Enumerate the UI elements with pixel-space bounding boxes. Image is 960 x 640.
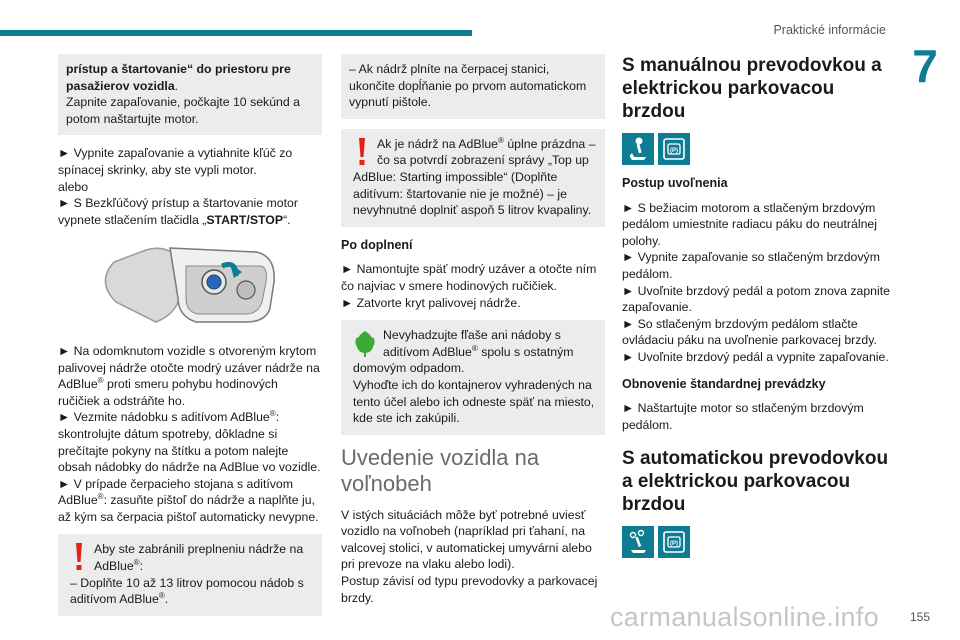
paragraph: ► Namontujte späť modrý uzáver a otočte ním čo najviac v smere hodinových ručičiek. [341, 262, 597, 293]
manual-gearbox-icon [622, 133, 654, 165]
warning-box-empty: Ak je nádrž na AdBlue® úplne prázdna – čo sa potvrdí zobrazení správy „Top up AdBlue: Starting impossible“ (Doplňte aditívum: štartovanie nie je možné) – je nevyhnutné doplniť aspoň 5 litrov kvapaliny. [341, 129, 605, 227]
info-box-text: Zapnite zapaľovanie, počkajte 10 sekúnd a potom naštartujte motor. [66, 95, 300, 126]
heading-release-procedure: Postup uvoľnenia [622, 176, 728, 190]
paragraph: ► Vypnite zapaľovanie a vytiahnite kľúč zo spínacej skrinky, aby ste vypli motor. [58, 146, 293, 177]
warning-box-overfill: Aby ste zabránili preplneniu nádrže na AdBlue®: – Doplňte 10 až 13 litrov pomocou nádob s aditívom AdBlue®. [58, 534, 322, 615]
heading-after-refill: Po doplnení [341, 237, 413, 252]
leaf-icon [353, 329, 377, 359]
paragraph: ► Vezmite nádobku s aditívom AdBlue®: skontrolujte dátum spotreby, dôkladne si prečítajte pokyny na štítku a potom nalejte obsah nádobky do nádrže na AdBlue vo vozidle. [58, 409, 321, 475]
heading-restore-normal: Obnovenie štandardnej prevádzky [622, 376, 826, 391]
heading-manual-gearbox: S manuálnou prevodovkou a elektrickou parkovacou brzdou [622, 55, 882, 122]
paragraph: ► So stlačeným brzdovým pedálom stlačte ovládaciu páku na uvoľnenie parkovacej brzdy. [622, 316, 877, 348]
svg-text:(P): (P) [670, 148, 678, 154]
heading-automatic-gearbox: S automatickou prevodovkou a elektrickou parkovacou brzdou [622, 448, 889, 516]
header-accent-bar [0, 30, 472, 36]
paragraph: ► Na odomknutom vozidle s otvoreným krytom palivovej nádrže otočte modrý uzáver nádrže na AdBlue® proti smeru pohybu hodinových ručičiek a odstráňte ho. [58, 343, 320, 408]
eco-box-disposal: Nevyhadzujte fľaše ani nádoby s aditívom AdBlue® spolu s ostatným domovým odpadom. Vyhoďte ich do kontajnerov vyhradených na tento účel alebo ich odneste späť na miesto, kde ste ich zakúpili. [341, 320, 605, 435]
info-box-bold: prístup a štartovanie“ do priestoru pre pasažierov vozidla [66, 62, 291, 93]
parking-brake-icon [658, 526, 690, 558]
column-1 [58, 54, 322, 626]
pictogram-row [622, 526, 892, 558]
page-number: 155 [910, 610, 931, 624]
heading-freewheel: Uvedenie vozidla na voľnobeh [341, 444, 540, 496]
paragraph: ► Uvoľnite brzdový pedál a potom znova zapnite zapaľovanie. [622, 283, 890, 315]
paragraph: ► Vypnite zapaľovanie so stlačeným brzdovým pedálom. [622, 250, 880, 281]
paragraph: ► S Bezkľúčový prístup a štartovanie motor vypnete stlačením tlačidla „START/STOP“. [58, 196, 298, 227]
exclamation-icon [70, 541, 88, 573]
chapter-number: 7 [912, 40, 938, 92]
svg-text:(P): (P) [670, 541, 678, 548]
paragraph: ► S bežiacim motorom a stlačeným brzdovým pedálom umiestnite radiacu páku do neutrálnej polohy. [622, 200, 877, 248]
paragraph: ► Zatvorte kryt palivovej nádrže. [341, 295, 521, 310]
paragraph: ► Uvoľnite brzdový pedál a vypnite zapaľovanie. [622, 349, 889, 364]
pictogram-row [622, 133, 892, 165]
column-3 [622, 54, 892, 568]
paragraph: ► V prípade čerpacieho stojana s aditívom AdBlue®: zasuňte pištoľ do nádrže a naplňte ju, až kým sa čerpacia pištoľ automaticky nevypne. [58, 476, 319, 524]
watermark: carmanualsonline.info [610, 602, 879, 632]
info-box-restart: prístup a štartovanie“ do priestoru pre pasažierov vozidla. Zapnite zapaľovanie, počkajte 10 sekúnd a potom naštartujte motor. [58, 54, 322, 135]
adblue-filler-illustration [86, 242, 286, 326]
paragraph: ► Naštartujte motor so stlačeným brzdovým pedálom. [622, 401, 864, 432]
paragraph: alebo [58, 179, 89, 194]
info-box-station: – Ak nádrž plníte na čerpacej stanici, ukončite dopĺňanie po prvom automatickom vypnutí pištole. [341, 54, 605, 119]
section-title: Praktické informácie [773, 23, 886, 37]
automatic-gearbox-icon [622, 526, 654, 558]
parking-brake-icon [658, 133, 690, 165]
paragraph: V istých situáciách môže byť potrebné uviesť vozidlo na voľnobeh (napríklad pri ťahaní, na valcovej stolici, v automatickej umyvárni alebo pri prevoze na vlaku alebo lodi). [341, 507, 592, 572]
paragraph: Postup závisí od typu prevodovky a parkovacej brzdy. [341, 574, 598, 605]
exclamation-icon [353, 136, 371, 168]
column-2 [341, 54, 605, 606]
